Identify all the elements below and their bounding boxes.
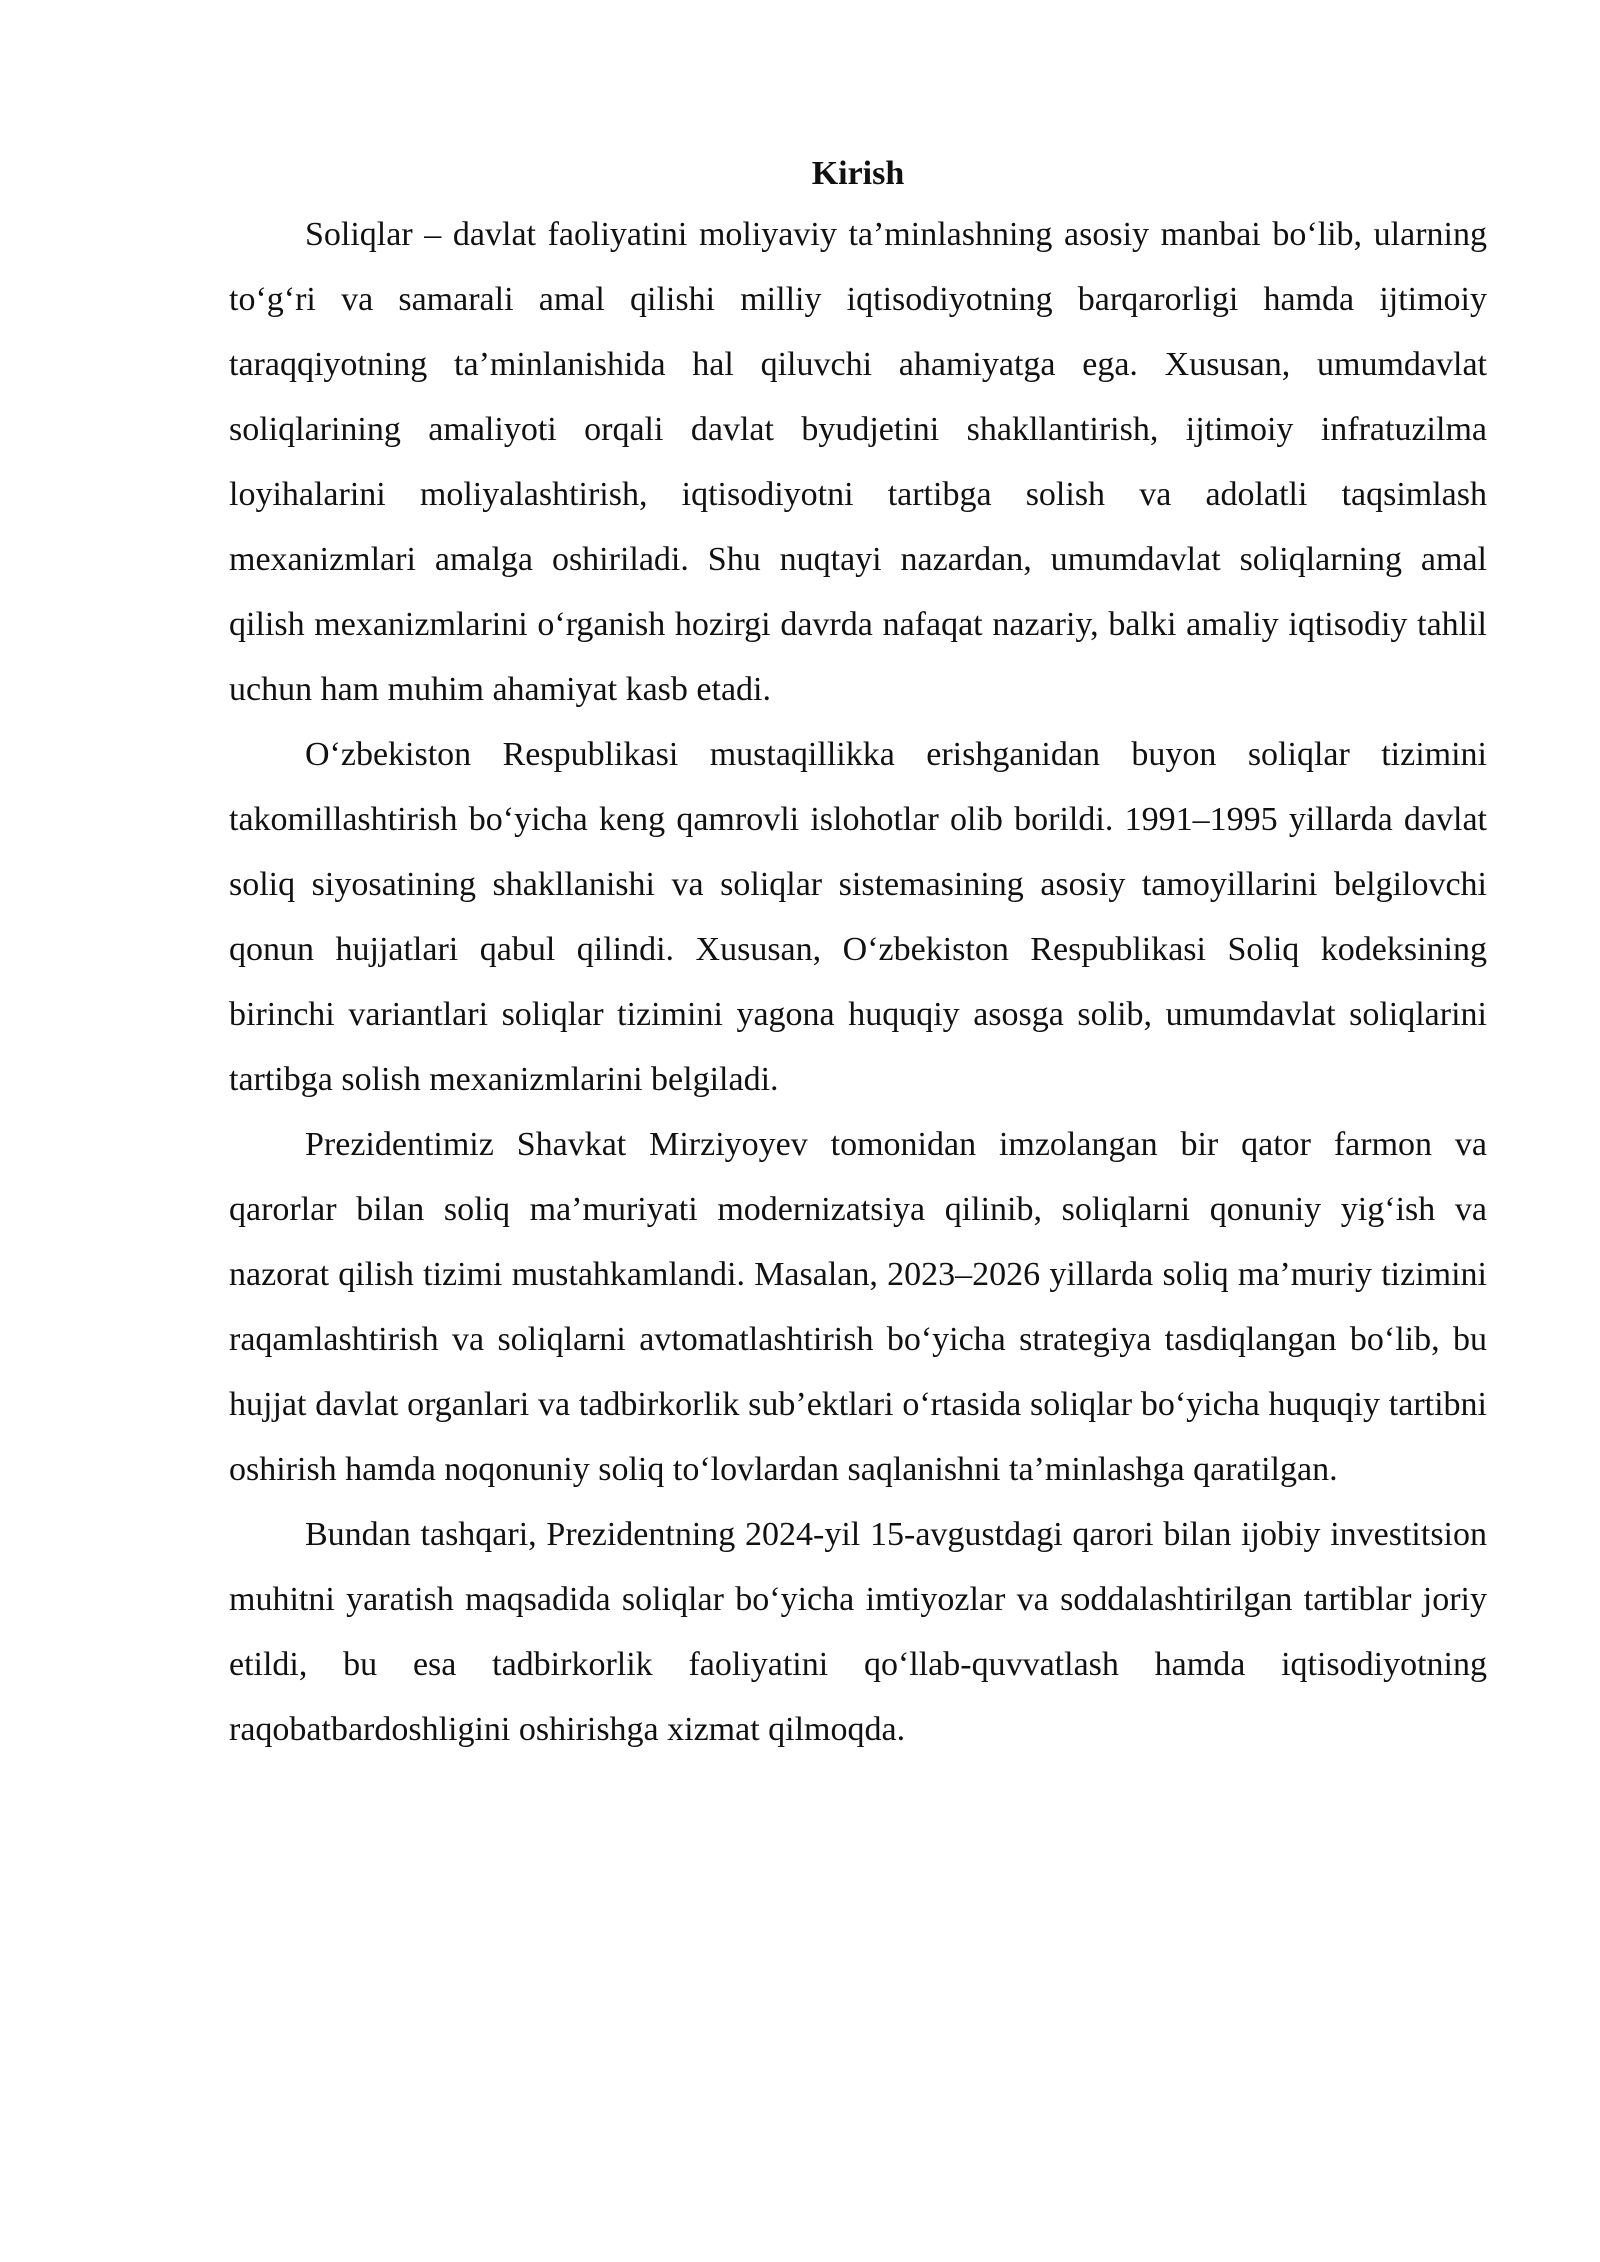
paragraph-2: O‘zbekiston Respublikasi mustaqillikka erishganidan buyon soliqlar tizimini takomillashtirish bo‘yicha keng qamrovli islohotlar olib borildi. 1991–1995 yillarda davlat soliq siyosatining shakllanishi va soliqlar sistemasining asosiy tamoyillarini belgilovchi qonun hujjatlari qabul qilindi. Xususan, O‘zbekiston Respublikasi Soliq kodeksining birinchi variantlari soliqlar tizimini yagona huquqiy asosga solib, umumdavlat soliqlarini tartibga solish mexanizmlarini belgiladi. — [229, 736, 1487, 1098]
paragraph-1: Soliqlar – davlat faoliyatini moliyaviy ta’minlashning asosiy manbai bo‘lib, ularning to‘g‘ri va samarali amal qilishi milliy iqtisodiyotning barqarorligi hamda ijtimoiy taraqqiyotning ta’minlanishida hal qiluvchi ahamiyatga ega. Xususan, umumdavlat soliqlarining amaliyoti orqali davlat byudjetini shakllantirish, ijtimoiy infratuzilma loyihalarini moliyalashtirish, iqtisodiyotni tartibga solish va adolatli taqsimlash mexanizmlari amalga oshiriladi. Shu nuqtayi nazardan, umumdavlat soliqlarning amal qilish mexanizmlarini o‘rganish hozirgi davrda nafaqat nazariy, balki amaliy iqtisodiy tahlil uchun ham muhim ahamiyat kasb etadi. — [229, 216, 1487, 708]
section-title: Kirish — [811, 155, 905, 192]
paragraph-4: Bundan tashqari, Prezidentning 2024-yil 15-avgustdagi qarori bilan ijobiy investitsion muhitni yaratish maqsadida soliqlar bo‘yicha imtiyozlar va soddalashtirilgan tartiblar joriy etildi, bu esa tadbirkorlik faoliyatini qo‘llab-quvvatlash hamda iqtisodiyotning raqobatbardoshligini oshirishga xizmat qilmoqda. — [229, 1516, 1487, 1748]
document-body — [229, 146, 1487, 1762]
paragraph-3: Prezidentimiz Shavkat Mirziyoyev tomonidan imzolangan bir qator farmon va qarorlar bilan soliq ma’muriyati modernizatsiya qilinib, soliqlarni qonuniy yig‘ish va nazorat qilish tizimi mustahkamlandi. Masalan, 2023–2026 yillarda soliq ma’muriy tizimini raqamlashtirish va soliqlarni avtomatlashtirish bo‘yicha strategiya tasdiqlangan bo‘lib, bu hujjat davlat organlari va tadbirkorlik sub’ektlari o‘rtasida soliqlar bo‘yicha huquqiy tartibni oshirish hamda noqonuniy soliq to‘lovlardan saqlanishni ta’minlashga qaratilgan. — [229, 1126, 1487, 1488]
